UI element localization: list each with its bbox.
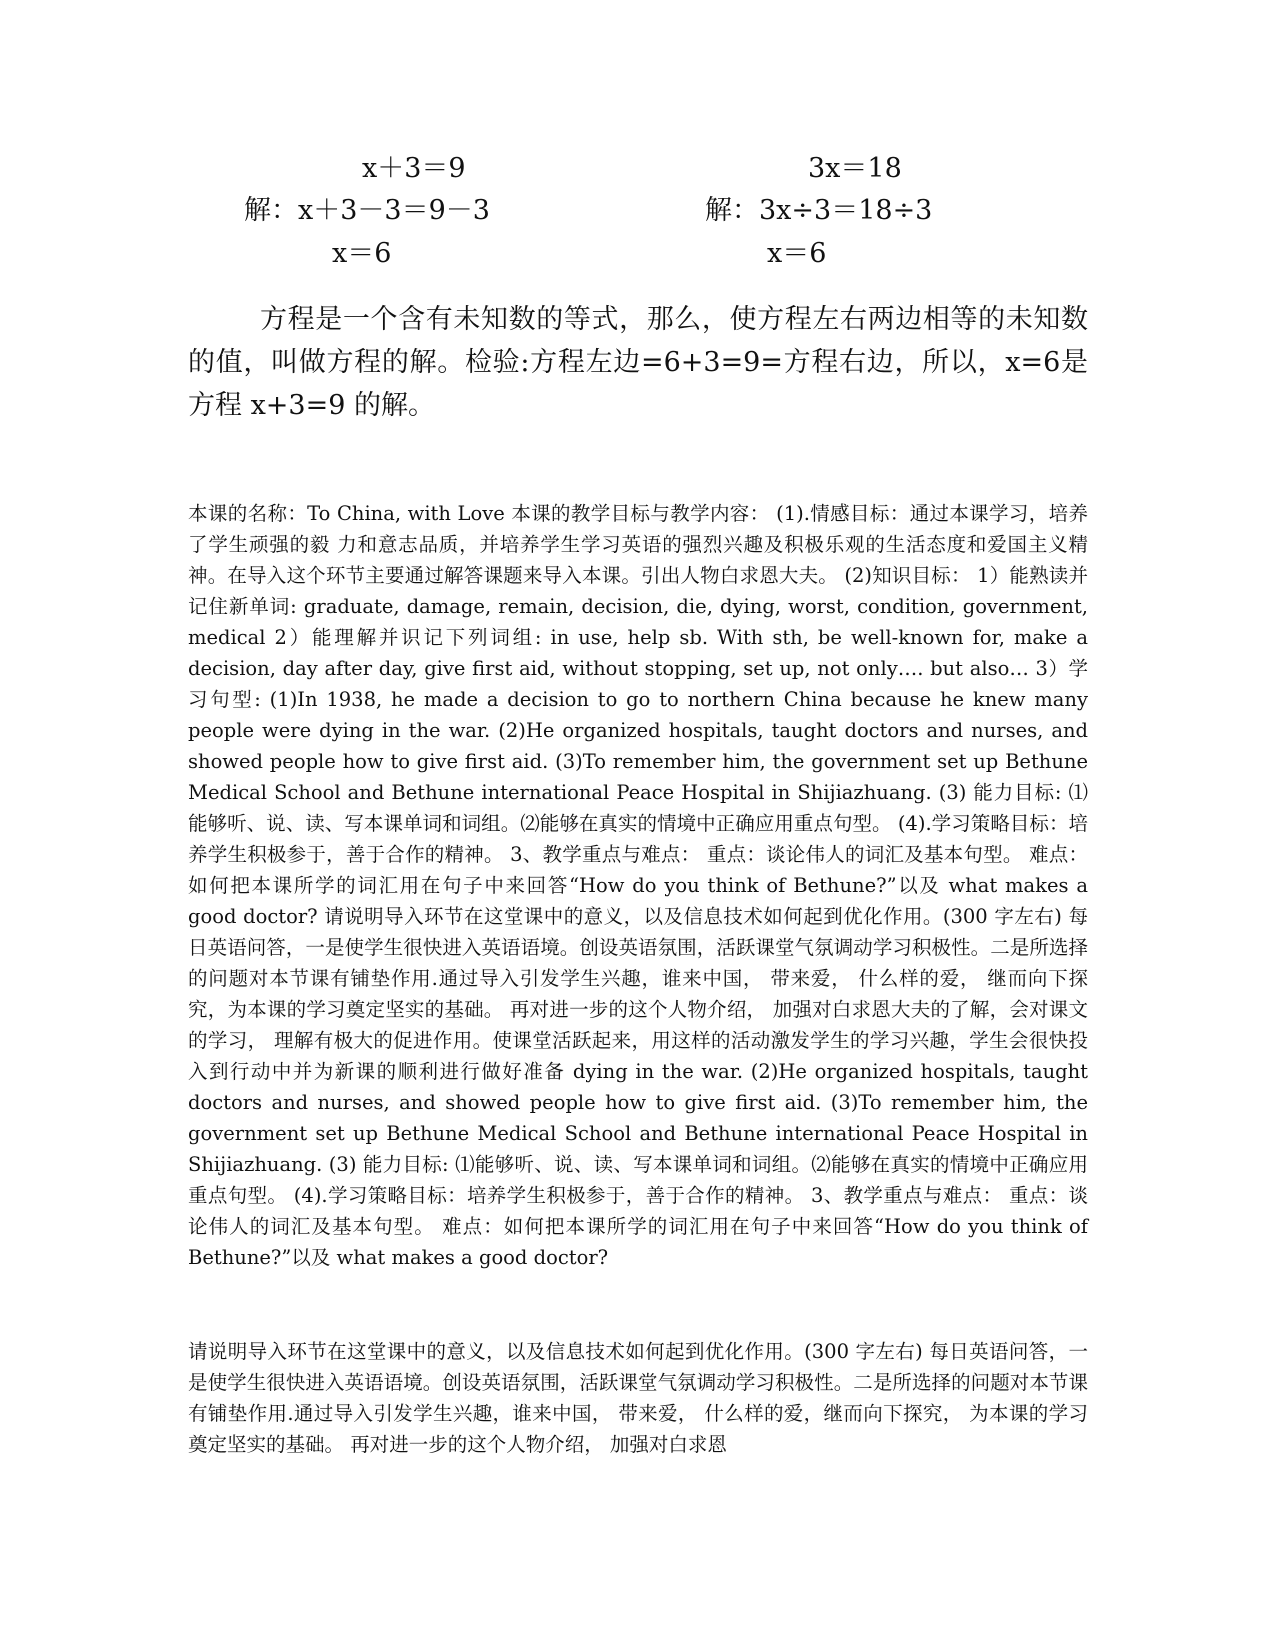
right-equation: 3x＝18: [808, 153, 902, 184]
right-equation-solution-step: 解：3x÷3＝18÷3: [705, 195, 933, 226]
left-equation-solution-step: 解：x＋3－3＝9－3: [244, 195, 490, 226]
lesson-plan-paragraph: 本课的名称：To China, with Love 本课的教学目标与教学内容： (1).情感目标：通过本课学习，培养了学生顽强的毅 力和意志品质，并培养学生学习英语的强烈兴趣及积极乐观的生活态度和爱国主义精神。在导入这个环节主要通过解答课题来导入本课。引出人物白求恩大夫。 (2)知识目标： 1）能熟读并记住新单词: graduate, damage, remain, decision, die, dying, worst, condition, government, medical 2）能理解并识记下列词组: in use, help sb. With sth, be well-known for, make a decision, day after day, give first aid, without stopping, set up, not only…. but also… 3）学习句型: (1)In 1938, he made a decision to go to northern China because he knew many people were dying in the war. (2)He organized hospitals, taught doctors and nurses, and showed people how to give first aid. (3)To remember him, the government set up Bethune Medical School and Bethune international Peace Hospital in Shijiazhuang. (3) 能力目标: ⑴能够听、说、读、写本课单词和词组。⑵能够在真实的情境中正确应用重点句型。 (4).学习策略目标：培养学生积极参于，善于合作的精神。 3、教学重点与难点： 重点：谈论伟人的词汇及基本句型。 难点：如何把本课所学的词汇用在句子中来回答“How do you think of Bethune?”以及 what makes a good doctor? 请说明导入环节在这堂课中的意义，以及信息技术如何起到优化作用。(300 字左右) 每日英语问答，一是使学生很快进入英语语境。创设英语氛围，活跃课堂气氛调动学习积极性。二是所选择的问题对本节课有铺垫作用.通过导入引发学生兴趣，谁来中国， 带来爱， 什么样的爱， 继而向下探究，为本课的学习奠定坚实的基础。 再对进一步的这个人物介绍， 加强对白求恩大夫的了解，会对课文的学习， 理解有极大的促进作用。使课堂活跃起来，用这样的活动激发学生的学习兴趣，学生会很快投入到行动中并为新课的顺利进行做好准备 dying in the war. (2)He organized hospitals, taught doctors and nurses, and showed people how to give first aid. (3)To remember him, the government set up Bethune Medical School and Bethune international Peace Hospital in Shijiazhuang. (3) 能力目标: ⑴能够听、说、读、写本课单词和词组。⑵能够在真实的情境中正确应用重点句型。 (4).学习策略目标：培养学生积极参于，善于合作的精神。 3、教学重点与难点： 重点：谈论伟人的词汇及基本句型。 难点：如何把本课所学的词汇用在句子中来回答“How do you think of Bethune?”以及 what makes a good doctor?: [188, 502, 1088, 1269]
left-equation: x＋3＝9: [362, 153, 466, 184]
lesson-intro-paragraph: 请说明导入环节在这堂课中的意义，以及信息技术如何起到优化作用。(300 字左右) 每日英语问答，一是使学生很快进入英语语境。创设英语氛围，活跃课堂气氛调动学习积极性。二是所选择的问题对本节课有铺垫作用.通过导入引发学生兴趣，谁来中国， 带来爱， 什么样的爱，继而向下探究， 为本课的学习奠定坚实的基础。 再对进一步的这个人物介绍， 加强对白求恩: [188, 1340, 1088, 1456]
equation-definition-paragraph: 方程是一个含有未知数的等式，那么，使方程左右两边相等的未知数的值，叫做方程的解。检验:方程左边=6+3=9=方程右边，所以，x=6是方程 x+3=9 的解。: [188, 304, 1088, 421]
left-equation-result: x＝6: [332, 238, 392, 269]
right-equation-result: x＝6: [767, 238, 827, 269]
